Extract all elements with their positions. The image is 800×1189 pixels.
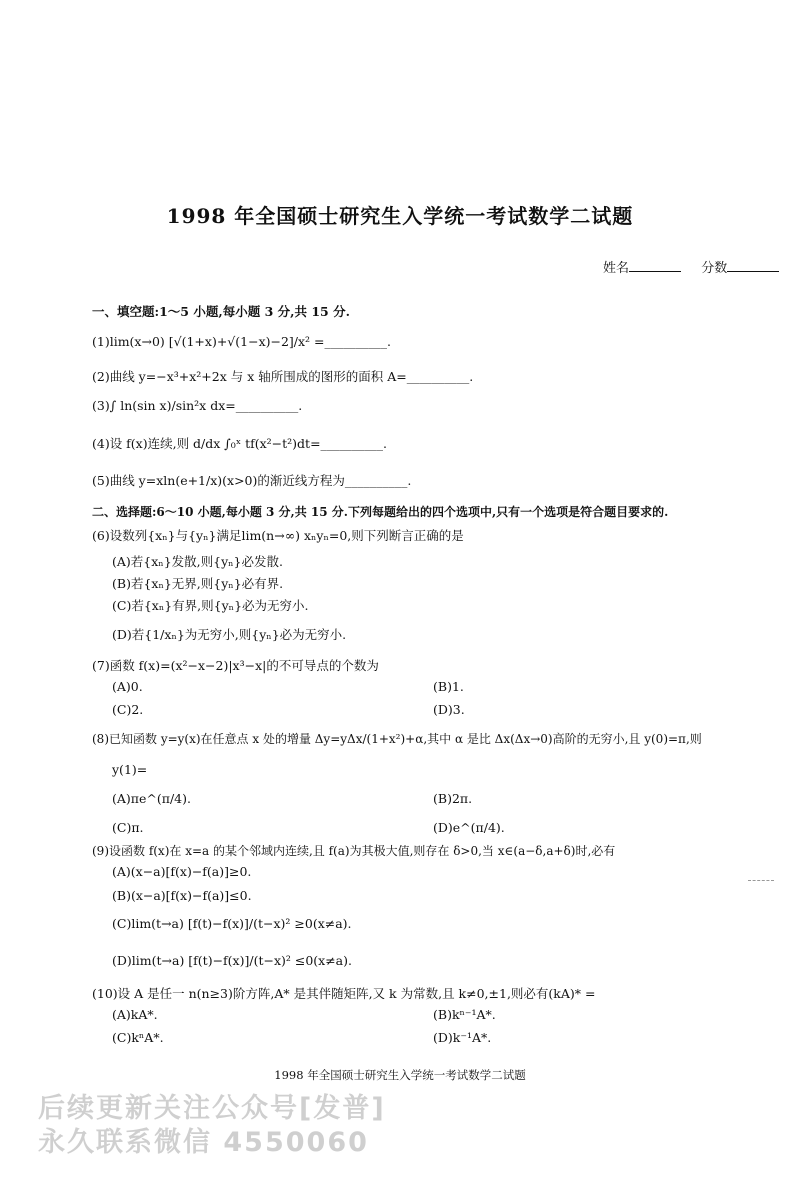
name-score-bar — [603, 257, 779, 276]
question-8-option-c: (C)π. — [112, 820, 144, 835]
question-4: (4)设 f(x)连续,则 d/dx ∫₀ˣ tf(x²−t²)dt=__________. — [92, 436, 388, 451]
question-2: (2)曲线 y=−x³+x²+2x 与 x 轴所围成的图形的面积 A=__________. — [92, 369, 474, 384]
question-8-option-b: (B)2π. — [433, 791, 473, 806]
question-7-option-a: (A)0. — [112, 679, 143, 694]
question-6-option-b: (B)若{xₙ}无界,则{yₙ}必有界. — [112, 576, 284, 591]
section2-heading: 二、选择题:6～10 小题,每小题 3 分,共 15 分.下列每题给出的四个选项中,只有一个选项是符合题目要求的. — [92, 505, 669, 519]
question-7-stem: (7)函数 f(x)=(x²−x−2)|x³−x|的不可导点的个数为 — [92, 658, 379, 673]
page-title: 1998 年全国硕士研究生入学统一考试数学二试题 — [166, 204, 634, 228]
scan-mark — [748, 880, 774, 884]
name-label: 姓名 — [603, 261, 630, 276]
question-9-option-b: (B)(x−a)[f(x)−f(a)]≤0. — [112, 888, 252, 903]
question-6-option-a: (A)若{xₙ}发散,则{yₙ}必发散. — [112, 554, 283, 569]
question-8-option-d: (D)e^(π/4). — [433, 820, 505, 835]
score-label: 分数 — [701, 261, 728, 276]
question-9-option-c: (C)lim(t→a) [f(t)−f(x)]/(t−x)² ≥0(x≠a). — [112, 916, 352, 931]
question-7-option-b: (B)1. — [433, 679, 464, 694]
question-9-option-a: (A)(x−a)[f(x)−f(a)]≥0. — [112, 864, 252, 879]
question-1: (1)lim(x→0) [√(1+x)+√(1−x)−2]/x² =__________. — [92, 334, 391, 349]
question-10-option-a: (A)kA*. — [112, 1007, 158, 1022]
watermark-line-1: 后续更新关注公众号[发普] — [38, 1093, 386, 1124]
question-5: (5)曲线 y=xln(e+1/x)(x>0)的渐近线方程为__________. — [92, 473, 412, 488]
watermark-line-2: 永久联系微信 4550060 — [38, 1127, 369, 1158]
question-8-stem: (8)已知函数 y=y(x)在任意点 x 处的增量 Δy=yΔx/(1+x²)+α,其中 α 是比 Δx(Δx→0)高阶的无穷小,且 y(0)=π,则 — [92, 732, 702, 746]
question-10-option-d: (D)k⁻¹A*. — [433, 1030, 492, 1045]
question-9-option-d: (D)lim(t→a) [f(t)−f(x)]/(t−x)² ≤0(x≠a). — [112, 953, 352, 968]
question-10-option-b: (B)kⁿ⁻¹A*. — [433, 1007, 496, 1022]
question-10-stem: (10)设 A 是任一 n(n≥3)阶方阵,A* 是其伴随矩阵,又 k 为常数,且 k≠0,±1,则必有(kA)* = — [92, 986, 596, 1001]
question-3: (3)∫ ln(sin x)/sin²x dx=__________. — [92, 398, 303, 413]
question-7-option-c: (C)2. — [112, 702, 144, 717]
question-10-option-c: (C)kⁿA*. — [112, 1030, 164, 1045]
question-6-option-d: (D)若{1/xₙ}为无穷小,则{yₙ}必为无穷小. — [112, 627, 347, 642]
question-6-stem: (6)设数列{xₙ}与{yₙ}满足lim(n→∞) xₙyₙ=0,则下列断言正确的是 — [92, 528, 464, 543]
question-8-option-a: (A)πe^(π/4). — [112, 791, 191, 806]
question-9-stem: (9)设函数 f(x)在 x=a 的某个邻域内连续,且 f(a)为其极大值,则存在 δ>0,当 x∈(a−δ,a+δ)时,必有 — [92, 844, 616, 858]
question-6-option-c: (C)若{xₙ}有界,则{yₙ}必为无穷小. — [112, 598, 309, 613]
section1-heading: 一、填空题:1～5 小题,每小题 3 分,共 15 分. — [92, 304, 350, 319]
page-footer: 1998 年全国硕士研究生入学统一考试数学二试题 — [274, 1068, 526, 1082]
question-8-stem-2: y(1)= — [112, 762, 148, 777]
question-7-option-d: (D)3. — [433, 702, 465, 717]
